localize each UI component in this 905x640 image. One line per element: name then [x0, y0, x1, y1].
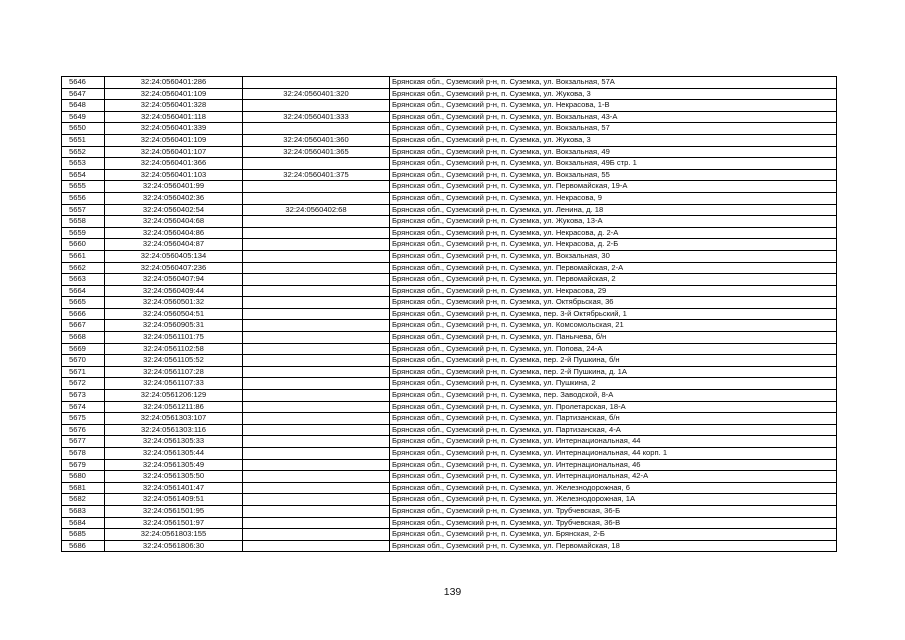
cadastral-number-cell: 32:24:0560401:109 — [105, 134, 243, 146]
row-number-cell: 5685 — [62, 529, 105, 541]
table-row — [62, 216, 837, 228]
cadastral-number-cell: 32:24:0561806:30 — [105, 540, 243, 552]
table-row — [62, 308, 837, 320]
address-cell: Брянская обл., Суземский р-н, п. Суземка, пер. 2-й Пушкина, б/н — [390, 355, 837, 367]
table-row — [62, 204, 837, 216]
row-number-cell: 5684 — [62, 517, 105, 529]
address-cell: Брянская обл., Суземский р-н, п. Суземка, ул. Партизанская, 4-А — [390, 424, 837, 436]
page-number: 139 — [443, 586, 462, 598]
related-cadastral-number-cell — [243, 100, 390, 112]
registry-table — [61, 76, 837, 552]
row-number-cell: 5658 — [62, 216, 105, 228]
address-cell: Брянская обл., Суземский р-н, п. Суземка, ул. Вокзальная, 57А — [390, 77, 837, 89]
related-cadastral-number-cell: 32:24:0560401:365 — [243, 146, 390, 158]
cadastral-number-cell: 32:24:0560401:99 — [105, 181, 243, 193]
row-number-cell: 5680 — [62, 471, 105, 483]
cadastral-number-cell: 32:24:0561409:51 — [105, 494, 243, 506]
cadastral-number-cell: 32:24:0561206:129 — [105, 390, 243, 402]
table-row — [62, 332, 837, 344]
cadastral-number-cell: 32:24:0561501:95 — [105, 505, 243, 517]
row-number-cell: 5656 — [62, 192, 105, 204]
related-cadastral-number-cell — [243, 216, 390, 228]
row-number-cell: 5663 — [62, 274, 105, 286]
table-row — [62, 262, 837, 274]
address-cell: Брянская обл., Суземский р-н, п. Суземка, ул. Некрасова, 1-В — [390, 100, 837, 112]
address-cell: Брянская обл., Суземский р-н, п. Суземка, ул. Пролетарская, 18-А — [390, 401, 837, 413]
related-cadastral-number-cell — [243, 320, 390, 332]
cadastral-number-cell: 32:24:0560401:286 — [105, 77, 243, 89]
related-cadastral-number-cell — [243, 505, 390, 517]
table-row — [62, 401, 837, 413]
cadastral-number-cell: 32:24:0560409:44 — [105, 285, 243, 297]
row-number-cell: 5649 — [62, 111, 105, 123]
cadastral-number-cell: 32:24:0561501:97 — [105, 517, 243, 529]
related-cadastral-number-cell — [243, 366, 390, 378]
address-cell: Брянская обл., Суземский р-н, п. Суземка, ул. Вокзальная, 30 — [390, 250, 837, 262]
row-number-cell: 5673 — [62, 390, 105, 402]
address-cell: Брянская обл., Суземский р-н, п. Суземка, ул. Интернациональная, 44 — [390, 436, 837, 448]
row-number-cell: 5655 — [62, 181, 105, 193]
address-cell: Брянская обл., Суземский р-н, п. Суземка, ул. Вокзальная, 57 — [390, 123, 837, 135]
table-row — [62, 517, 837, 529]
address-cell: Брянская обл., Суземский р-н, п. Суземка, ул. Пушкина, 2 — [390, 378, 837, 390]
row-number-cell: 5646 — [62, 77, 105, 89]
cadastral-number-cell: 32:24:0560401:103 — [105, 169, 243, 181]
row-number-cell: 5653 — [62, 158, 105, 170]
address-cell: Брянская обл., Суземский р-н, п. Суземка, пер. 2-й Пушкина, д. 1А — [390, 366, 837, 378]
related-cadastral-number-cell: 32:24:0560401:320 — [243, 88, 390, 100]
row-number-cell: 5678 — [62, 448, 105, 460]
row-number-cell: 5657 — [62, 204, 105, 216]
cadastral-number-cell: 32:24:0561305:49 — [105, 459, 243, 471]
related-cadastral-number-cell — [243, 262, 390, 274]
registry-table-body — [62, 77, 837, 552]
row-number-cell: 5677 — [62, 436, 105, 448]
row-number-cell: 5650 — [62, 123, 105, 135]
table-row — [62, 250, 837, 262]
row-number-cell: 5660 — [62, 239, 105, 251]
cadastral-number-cell: 32:24:0561303:116 — [105, 424, 243, 436]
row-number-cell: 5671 — [62, 366, 105, 378]
table-row — [62, 192, 837, 204]
row-number-cell: 5664 — [62, 285, 105, 297]
table-row — [62, 366, 837, 378]
address-cell: Брянская обл., Суземский р-н, п. Суземка, ул. Первомайская, 19-А — [390, 181, 837, 193]
cadastral-number-cell: 32:24:0561305:44 — [105, 448, 243, 460]
cadastral-number-cell: 32:24:0561305:50 — [105, 471, 243, 483]
table-row — [62, 413, 837, 425]
address-cell: Брянская обл., Суземский р-н, п. Суземка, ул. Ленина, д. 18 — [390, 204, 837, 216]
related-cadastral-number-cell — [243, 390, 390, 402]
table-row — [62, 505, 837, 517]
row-number-cell: 5665 — [62, 297, 105, 309]
cadastral-number-cell: 32:24:0561105:52 — [105, 355, 243, 367]
related-cadastral-number-cell — [243, 77, 390, 89]
address-cell: Брянская обл., Суземский р-н, п. Суземка, ул. Некрасова, 9 — [390, 192, 837, 204]
related-cadastral-number-cell — [243, 181, 390, 193]
related-cadastral-number-cell — [243, 227, 390, 239]
cadastral-number-cell: 32:24:0561102:58 — [105, 343, 243, 355]
table-row — [62, 111, 837, 123]
address-cell: Брянская обл., Суземский р-н, п. Суземка, ул. Трубчевская, 36-Б — [390, 505, 837, 517]
address-cell: Брянская обл., Суземский р-н, п. Суземка, ул. Жукова, 3 — [390, 88, 837, 100]
related-cadastral-number-cell — [243, 494, 390, 506]
address-cell: Брянская обл., Суземский р-н, п. Суземка, ул. Попова, 24-А — [390, 343, 837, 355]
row-number-cell: 5666 — [62, 308, 105, 320]
row-number-cell: 5674 — [62, 401, 105, 413]
cadastral-number-cell: 32:24:0560401:109 — [105, 88, 243, 100]
table-row — [62, 436, 837, 448]
related-cadastral-number-cell — [243, 123, 390, 135]
cadastral-number-cell: 32:24:0560401:366 — [105, 158, 243, 170]
address-cell: Брянская обл., Суземский р-н, п. Суземка, ул. Некрасова, 29 — [390, 285, 837, 297]
related-cadastral-number-cell — [243, 274, 390, 286]
row-number-cell: 5651 — [62, 134, 105, 146]
table-row — [62, 146, 837, 158]
cadastral-number-cell: 32:24:0561305:33 — [105, 436, 243, 448]
related-cadastral-number-cell — [243, 459, 390, 471]
related-cadastral-number-cell — [243, 158, 390, 170]
related-cadastral-number-cell: 32:24:0560401:360 — [243, 134, 390, 146]
table-row — [62, 540, 837, 552]
address-cell: Брянская обл., Суземский р-н, п. Суземка, ул. Первомайская, 2-А — [390, 262, 837, 274]
related-cadastral-number-cell — [243, 285, 390, 297]
address-cell: Брянская обл., Суземский р-н, п. Суземка, ул. Интернациональная, 46 — [390, 459, 837, 471]
table-row — [62, 285, 837, 297]
related-cadastral-number-cell: 32:24:0560402:68 — [243, 204, 390, 216]
table-row — [62, 274, 837, 286]
address-cell: Брянская обл., Суземский р-н, п. Суземка, ул. Вокзальная, 49 — [390, 146, 837, 158]
table-row — [62, 158, 837, 170]
address-cell: Брянская обл., Суземский р-н, п. Суземка, пер. Заводской, 8-А — [390, 390, 837, 402]
related-cadastral-number-cell — [243, 192, 390, 204]
related-cadastral-number-cell — [243, 308, 390, 320]
table-row — [62, 482, 837, 494]
table-row — [62, 494, 837, 506]
row-number-cell: 5662 — [62, 262, 105, 274]
row-number-cell: 5681 — [62, 482, 105, 494]
address-cell: Брянская обл., Суземский р-н, п. Суземка, ул. Панычева, б/н — [390, 332, 837, 344]
row-number-cell: 5647 — [62, 88, 105, 100]
related-cadastral-number-cell — [243, 540, 390, 552]
table-row — [62, 355, 837, 367]
address-cell: Брянская обл., Суземский р-н, п. Суземка, ул. Железнодорожная, 1А — [390, 494, 837, 506]
cadastral-number-cell: 32:24:0560404:68 — [105, 216, 243, 228]
related-cadastral-number-cell — [243, 482, 390, 494]
table-row — [62, 529, 837, 541]
row-number-cell: 5679 — [62, 459, 105, 471]
row-number-cell: 5683 — [62, 505, 105, 517]
cadastral-number-cell: 32:24:0560402:36 — [105, 192, 243, 204]
cadastral-number-cell: 32:24:0560401:339 — [105, 123, 243, 135]
related-cadastral-number-cell — [243, 436, 390, 448]
table-row — [62, 239, 837, 251]
address-cell: Брянская обл., Суземский р-н, п. Суземка, ул. Октябрьская, 36 — [390, 297, 837, 309]
address-cell: Брянская обл., Суземский р-н, п. Суземка, ул. Интернациональная, 42-А — [390, 471, 837, 483]
table-row — [62, 297, 837, 309]
table-row — [62, 169, 837, 181]
cadastral-number-cell: 32:24:0560401:328 — [105, 100, 243, 112]
table-row — [62, 77, 837, 89]
cadastral-number-cell: 32:24:0560401:118 — [105, 111, 243, 123]
related-cadastral-number-cell: 32:24:0560401:333 — [243, 111, 390, 123]
cadastral-number-cell: 32:24:0561101:75 — [105, 332, 243, 344]
address-cell: Брянская обл., Суземский р-н, п. Суземка, пер. 3-й Октябрьский, 1 — [390, 308, 837, 320]
row-number-cell: 5669 — [62, 343, 105, 355]
address-cell: Брянская обл., Суземский р-н, п. Суземка, ул. Интернациональная, 44 корп. 1 — [390, 448, 837, 460]
related-cadastral-number-cell — [243, 378, 390, 390]
row-number-cell: 5686 — [62, 540, 105, 552]
row-number-cell: 5654 — [62, 169, 105, 181]
cadastral-number-cell: 32:24:0561211:86 — [105, 401, 243, 413]
table-row — [62, 320, 837, 332]
address-cell: Брянская обл., Суземский р-н, п. Суземка, ул. Некрасова, д. 2-Б — [390, 239, 837, 251]
related-cadastral-number-cell — [243, 401, 390, 413]
row-number-cell: 5648 — [62, 100, 105, 112]
related-cadastral-number-cell — [243, 239, 390, 251]
address-cell: Брянская обл., Суземский р-н, п. Суземка, ул. Вокзальная, 55 — [390, 169, 837, 181]
cadastral-number-cell: 32:24:0560401:107 — [105, 146, 243, 158]
table-row — [62, 343, 837, 355]
row-number-cell: 5667 — [62, 320, 105, 332]
row-number-cell: 5682 — [62, 494, 105, 506]
table-row — [62, 424, 837, 436]
table-row — [62, 227, 837, 239]
row-number-cell: 5670 — [62, 355, 105, 367]
related-cadastral-number-cell — [243, 297, 390, 309]
address-cell: Брянская обл., Суземский р-н, п. Суземка, ул. Некрасова, д. 2-А — [390, 227, 837, 239]
address-cell: Брянская обл., Суземский р-н, п. Суземка, ул. Партизанская, б/н — [390, 413, 837, 425]
row-number-cell: 5675 — [62, 413, 105, 425]
table-row — [62, 181, 837, 193]
address-cell: Брянская обл., Суземский р-н, п. Суземка, ул. Железнодорожная, 6 — [390, 482, 837, 494]
cadastral-number-cell: 32:24:0561401:47 — [105, 482, 243, 494]
address-cell: Брянская обл., Суземский р-н, п. Суземка, ул. Трубчевская, 36-В — [390, 517, 837, 529]
related-cadastral-number-cell — [243, 471, 390, 483]
row-number-cell: 5676 — [62, 424, 105, 436]
related-cadastral-number-cell — [243, 355, 390, 367]
table-row — [62, 88, 837, 100]
cadastral-number-cell: 32:24:0560404:87 — [105, 239, 243, 251]
related-cadastral-number-cell — [243, 250, 390, 262]
row-number-cell: 5659 — [62, 227, 105, 239]
cadastral-number-cell: 32:24:0561803:155 — [105, 529, 243, 541]
address-cell: Брянская обл., Суземский р-н, п. Суземка, ул. Жукова, 3 — [390, 134, 837, 146]
cadastral-number-cell: 32:24:0560501:32 — [105, 297, 243, 309]
address-cell: Брянская обл., Суземский р-н, п. Суземка, ул. Вокзальная, 43-А — [390, 111, 837, 123]
table-row — [62, 390, 837, 402]
row-number-cell: 5668 — [62, 332, 105, 344]
table-row — [62, 471, 837, 483]
row-number-cell: 5672 — [62, 378, 105, 390]
cadastral-number-cell: 32:24:0560405:134 — [105, 250, 243, 262]
address-cell: Брянская обл., Суземский р-н, п. Суземка, ул. Комсомольская, 21 — [390, 320, 837, 332]
related-cadastral-number-cell — [243, 448, 390, 460]
cadastral-number-cell: 32:24:0560404:86 — [105, 227, 243, 239]
row-number-cell: 5652 — [62, 146, 105, 158]
address-cell: Брянская обл., Суземский р-н, п. Суземка, ул. Первомайская, 18 — [390, 540, 837, 552]
cadastral-number-cell: 32:24:0561107:33 — [105, 378, 243, 390]
related-cadastral-number-cell — [243, 413, 390, 425]
address-cell: Брянская обл., Суземский р-н, п. Суземка, ул. Первомайская, 2 — [390, 274, 837, 286]
address-cell: Брянская обл., Суземский р-н, п. Суземка, ул. Жукова, 13-А — [390, 216, 837, 228]
cadastral-number-cell: 32:24:0560402:54 — [105, 204, 243, 216]
related-cadastral-number-cell — [243, 343, 390, 355]
cadastral-number-cell: 32:24:0561303:107 — [105, 413, 243, 425]
cadastral-number-cell: 32:24:0561107:28 — [105, 366, 243, 378]
table-row — [62, 123, 837, 135]
table-row — [62, 459, 837, 471]
table-row — [62, 378, 837, 390]
related-cadastral-number-cell — [243, 529, 390, 541]
address-cell: Брянская обл., Суземский р-н, п. Суземка, ул. Брянская, 2-Б — [390, 529, 837, 541]
cadastral-number-cell: 32:24:0560407:236 — [105, 262, 243, 274]
table-row — [62, 448, 837, 460]
related-cadastral-number-cell — [243, 517, 390, 529]
cadastral-number-cell: 32:24:0560905:31 — [105, 320, 243, 332]
related-cadastral-number-cell: 32:24:0560401:375 — [243, 169, 390, 181]
table-row — [62, 100, 837, 112]
related-cadastral-number-cell — [243, 424, 390, 436]
cadastral-number-cell: 32:24:0560504:51 — [105, 308, 243, 320]
cadastral-number-cell: 32:24:0560407:94 — [105, 274, 243, 286]
table-row — [62, 134, 837, 146]
related-cadastral-number-cell — [243, 332, 390, 344]
row-number-cell: 5661 — [62, 250, 105, 262]
address-cell: Брянская обл., Суземский р-н, п. Суземка, ул. Вокзальная, 49Б стр. 1 — [390, 158, 837, 170]
